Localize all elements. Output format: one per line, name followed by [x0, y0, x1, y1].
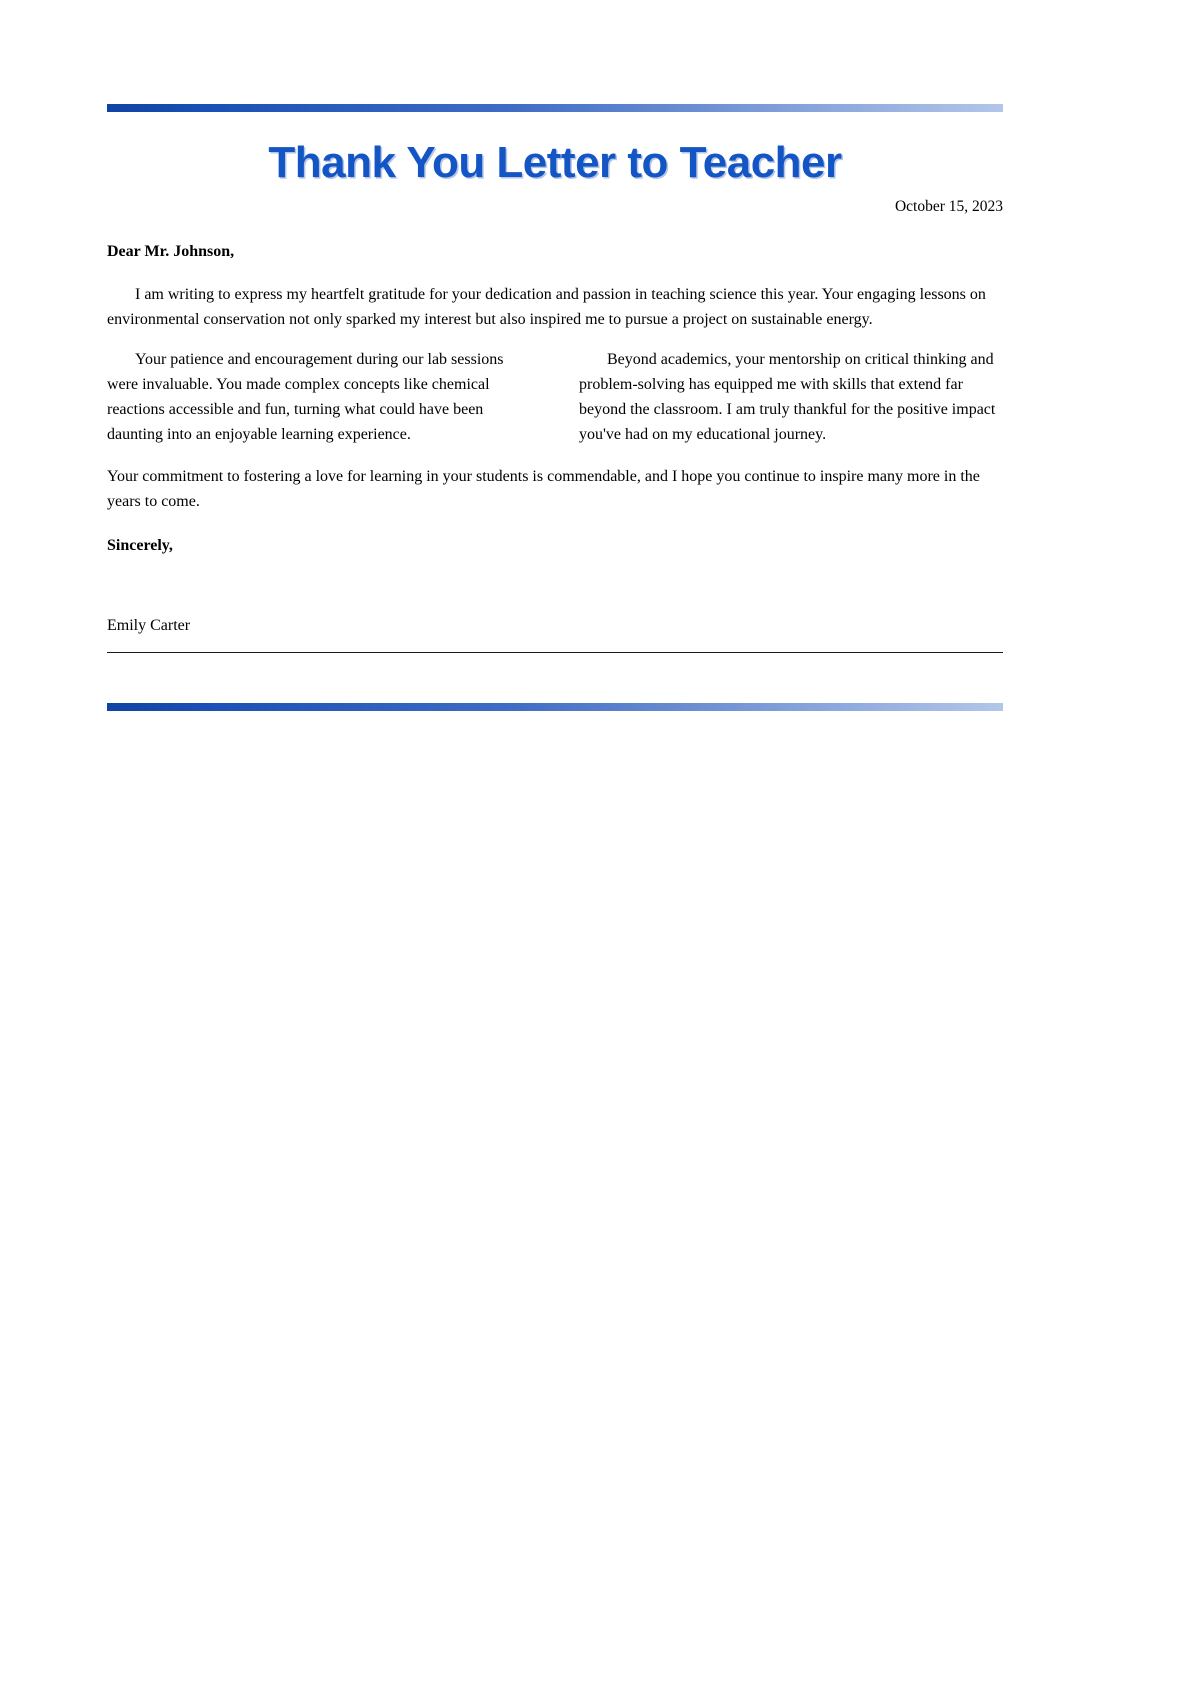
letter-date: October 15, 2023	[894, 198, 1003, 215]
column-paragraph: Beyond academics, your mentorship on critical thinking and problem-solving has equipped me with skills that extend far beyond the classroom. I am truly thankful for the positive impact you've had on my educational journey.	[579, 351, 996, 443]
page-title: Thank You Letter to Teacher	[268, 138, 842, 187]
signature-name: Emily Carter	[107, 617, 191, 634]
top-decorative-rule	[107, 104, 1003, 112]
bottom-decorative-rule	[107, 703, 1003, 711]
column-paragraph: Your patience and encouragement during our lab sessions were invaluable. You made complex concepts like chemical reactions accessible and fun, turning what could have been daunting into an enjoyable learning experience.	[107, 351, 504, 443]
page-title-container	[107, 136, 1003, 190]
closing-paragraph: Your commitment to fostering a love for learning in your students is commendable, and I hope you continue to inspire many more in the years to come.	[107, 468, 980, 510]
letter-signoff: Sincerely,	[107, 537, 173, 554]
intro-paragraph: I am writing to express my heartfelt gratitude for your dedication and passion in teaching science this year. Your engaging lessons on environmental conservation not only sparked my interest but also inspired me to pursue a project on sustainable energy.	[107, 286, 986, 328]
two-column-body	[107, 347, 1003, 447]
body-column-right	[579, 347, 1003, 447]
signature-rule	[107, 652, 1003, 653]
body-column-left	[107, 347, 531, 447]
letter-salutation: Dear Mr. Johnson,	[107, 243, 235, 260]
